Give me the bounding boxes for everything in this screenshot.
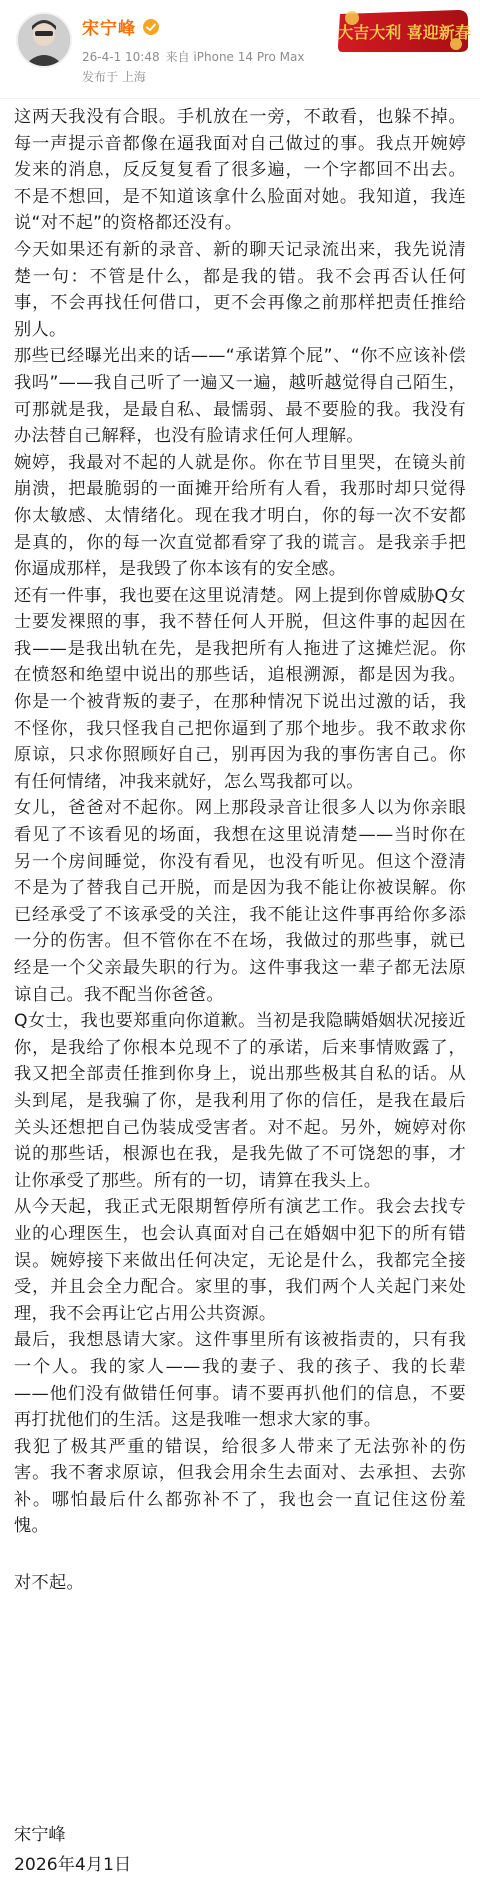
- paragraph-6: 女儿，爸爸对不起你。网上那段录音让很多人以为你亲眼看见了不该看见的场面，我想在这里说清楚——当时你在另一个房间睡觉，你没有看见，也没有听见。但这个澄清不是为了替我自己开脱，而是因为我不能让你被误解。你已经承受了不该承受的关注，我不能让这件事再给你多添一分的伤害。但不管你在不在场，我做过的那些事，就已经是一个父亲最失职的行为。这件事我这一辈子都无法原谅自己。我不配当你爸爸。: [14, 798, 466, 1005]
- closing-apology: 对不起。: [14, 1573, 84, 1594]
- post-body: [14, 104, 466, 1597]
- paragraph-7: Q女士，我也要郑重向你道歉。当初是我隐瞒婚姻状况接近你，是我给了你根本兑现不了的承诺，后来事情败露了，我又把全部责任推到你身上，说出那些极其自私的话。从头到尾，是我骗了你，是我利用了你的信任，是我在最后关头还想把自己伪装成受害者。对不起。另外，婉婷对你说的那些话，根源也在我，是我先做了不可饶恕的事，才让你承受了那些。所有的一切，请算在我头上。: [14, 1011, 466, 1191]
- signature-date: 2026年4月1日: [14, 1855, 132, 1875]
- post-header: [0, 0, 480, 99]
- post-time: 26-4-1 10:48: [82, 50, 160, 64]
- post-location: 发布于 上海: [82, 70, 146, 84]
- post-meta: [82, 48, 305, 65]
- author-name[interactable]: 宋宁峰: [82, 19, 136, 39]
- signature: [14, 1820, 131, 1880]
- paragraph-8: 从今天起，我正式无限期暂停所有演艺工作。我会去找专业的心理医生，也会认真面对自己在婚姻中犯下的所有错误。婉婷接下来做出任何决定，无论是什么，我都完全接受，并且会全力配合。家里的事，我们两个人关起门来处理，我不会再让它占用公共资源。: [14, 1197, 466, 1324]
- paragraph-4: 婉婷，我最对不起的人就是你。你在节目里哭，在镜头前崩溃，把最脆弱的一面摊开给所有人看，我那时却只觉得你太敏感、太情绪化。现在我才明白，你的每一次不安都是真的，你的每一次直觉都看穿了我的谎言。是我亲手把你逼成那样，是我毁了你本该有的安全感。: [14, 452, 466, 580]
- festive-banner: [336, 6, 472, 56]
- post-source: 来自 iPhone 14 Pro Max: [165, 50, 305, 64]
- banner-text: 大吉大利 喜迎新春: [337, 23, 471, 42]
- avatar[interactable]: [16, 12, 72, 68]
- verified-badge-icon: [142, 18, 160, 36]
- paragraph-3: 那些已经曝光出来的话——“承诺算个屁”、“你不应该补偿我吗”——我自己听了一遍又一遍，越听越觉得自己陌生，可那就是我，是最自私、最懦弱、最不要脸的我。我没有办法替自己解释，也没有脸请求任何人理解。: [14, 346, 466, 447]
- paragraph-5: 还有一件事，我也要在这里说清楚。网上提到你曾威胁Q女士要发裸照的事，我不替任何人开脱，但这件事的起因在我——是我出轨在先，是我把所有人拖进了这摊烂泥。你在愤怒和绝望中说出的那些话，追根溯源，都是因为我。你是一个被背叛的妻子，在那种情况下说出过激的话，我不怪你，我只怪我自己把你逼到了那个地步。我不敢求你原谅，只求你照顾好自己，别再因为我的事伤害自己。你有任何情绪，冲我来就好，怎么骂我都可以。: [14, 585, 466, 792]
- author-row: [82, 14, 160, 39]
- paragraph-1: 这两天我没有合眼。手机放在一旁，不敢看，也躲不掉。每一声提示音都像在逼我面对自己做过的事。我点开婉婷发来的消息，反反复复看了很多遍，一个字都回不出去。不是不想回，是不知道该拿什么脸面对她。我知道，我连说“对不起”的资格都还没有。: [14, 107, 466, 234]
- paragraph-10: 我犯了极其严重的错误，给很多人带来了无法弥补的伤害。我不奢求原谅，但我会用余生去面对、去承担、去弥补。哪怕最后什么都弥补不了，我也会一直记住这份羞愧。: [14, 1436, 466, 1537]
- paragraph-9: 最后，我想恳请大家。这件事里所有该被指责的，只有我一个人。我的家人——我的妻子、我的孩子、我的长辈——他们没有做错任何事。请不要再扒他们的信息，不要再打扰他们的生活。这是我唯一想求大家的事。: [14, 1330, 466, 1431]
- signature-name: 宋宁峰: [14, 1825, 66, 1845]
- paragraph-2: 今天如果还有新的录音、新的聊天记录流出来，我先说清楚一句：不管是什么，都是我的错。我不会再否认任何事，不会再找任何借口，更不会再像之前那样把责任推给别人。: [14, 239, 466, 340]
- avatar-image: [18, 14, 70, 66]
